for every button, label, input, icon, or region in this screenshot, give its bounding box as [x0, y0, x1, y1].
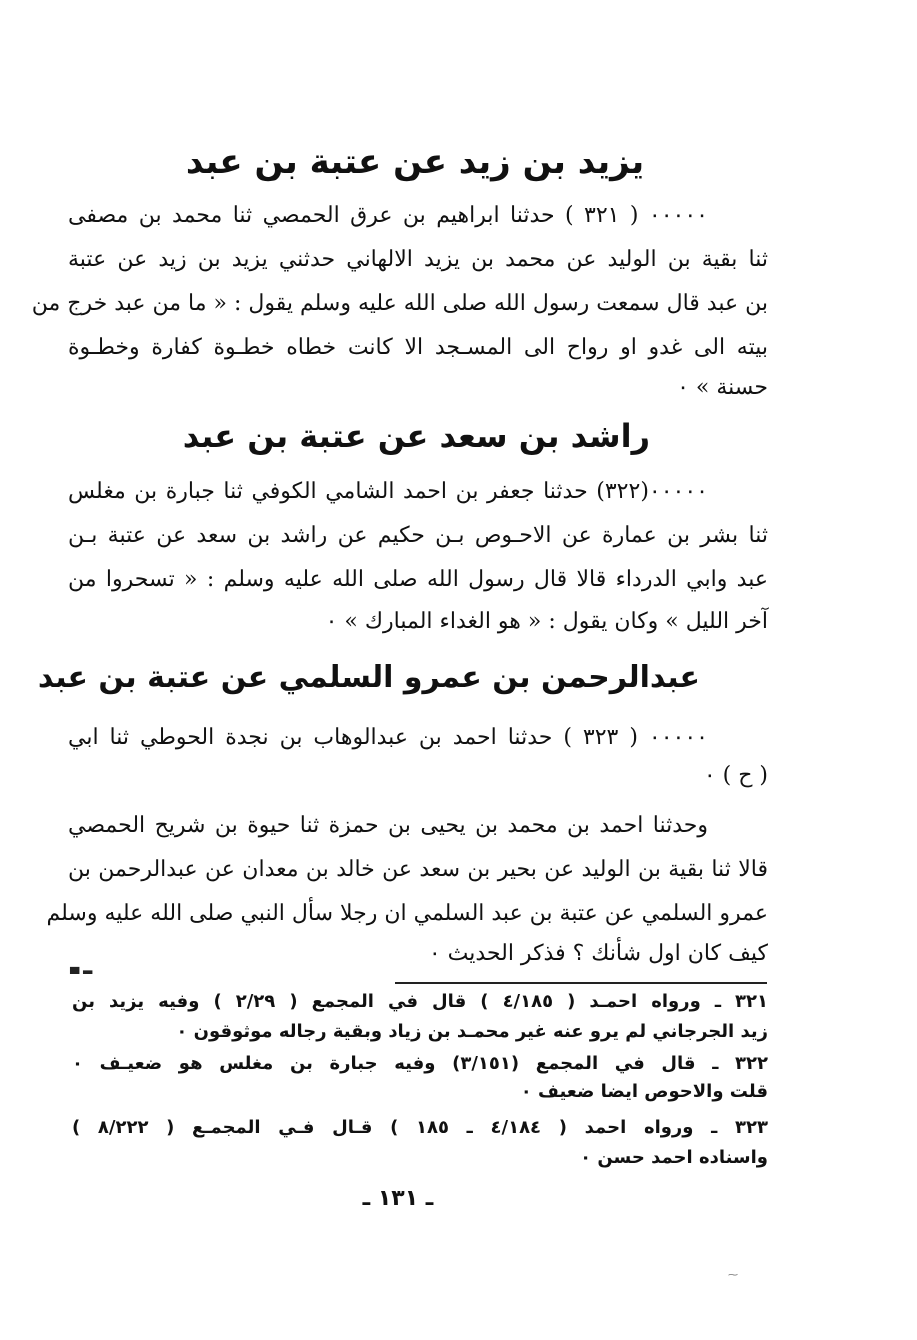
footnote-divider: [395, 982, 767, 984]
hadith-322-line-2: ثنا بشر بن عمارة عن الاحـوص بـن حكيم عن راشد بن سعد عن عتبة بـن: [68, 523, 768, 548]
hadith-323-line-6: كيف كان اول شأنك ؟ فذكر الحديث ٠: [428, 941, 768, 966]
footnote-321-line-2: زيد الجرجاني لم يرو عنه غير محمـد بن زياد وبقية رجاله موثوقون ٠: [176, 1021, 768, 1042]
hadith-322-line-3: عبد وابي الدرداء قالا قال رسول الله صلى الله عليه وسلم : « تسحروا من: [68, 567, 768, 592]
footnote-321-line-1: ٣٢١ ـ ورواه احمـد ( ٤/١٨٥ ) قال في المجمع ( ٢/٢٩ ) وفيه يزيد بن: [72, 991, 768, 1012]
section-heading-abdulrahman: عبدالرحمن بن عمرو السلمي عن عتبة بن عبد: [37, 660, 700, 695]
hadith-323-line-3: وحدثنا احمد بن محمد بن يحيى بن حمزة ثنا حيوة بن شريح الحمصي: [68, 813, 708, 838]
hadith-323-line-4: قالا ثنا بقية بن الوليد عن بحير بن سعد عن خالد بن معدان عن عبدالرحمن بن: [68, 857, 768, 882]
hadith-321-line-2: ثنا بقية بن الوليد عن محمد بن يزيد الالهاني حدثني يزيد بن زيد عن عتبة: [68, 247, 768, 272]
footnote-323-line-1: ٣٢٣ ـ ورواه احمد ( ٤/١٨٤ ـ ١٨٥ ) قـال فـي المجمـع ( ٨/٢٢٢ ): [72, 1117, 768, 1138]
section-heading-yazid: يزيد بن زيد عن عتبة بن عبد: [185, 142, 645, 182]
page-ornament-mark: ▄ ▂: [70, 960, 93, 974]
hadith-323-line-2: ( ح ) ٠: [703, 763, 768, 788]
page-number: ـ ١٣١ ـ: [362, 1186, 434, 1211]
hadith-321-line-3: بن عبد قال سمعت رسول الله صلى الله عليه وسلم يقول : « ما من عبد خرج من: [31, 291, 768, 316]
footnote-322-line-2: قلت والاحوص ايضا ضعيف ٠: [520, 1081, 768, 1102]
footnote-322-line-1: ٣٢٢ ـ قال في المجمع (٣/١٥١) وفيه جبارة بن مغلس هو ضعيـف ٠: [72, 1053, 768, 1074]
hadith-321-line-1: ٠٠٠٠٠ ( ٣٢١ ) حدثنا ابراهيم بن عرق الحمصي ثنا محمد بن مصفى: [68, 203, 708, 228]
hadith-321-line-5: حسنة » ٠: [677, 375, 768, 400]
hadith-322-line-1: ٠٠٠٠٠(٣٢٢) حدثنا جعفر بن احمد الشامي الكوفي ثنا جبارة بن مغلس: [68, 479, 708, 504]
hadith-322-line-4: آخر الليل » وكان يقول : « هو الغداء المبارك » ٠: [325, 609, 768, 634]
scan-smudge: ⁓: [728, 1270, 738, 1281]
section-heading-rashid: راشد بن سعد عن عتبة بن عبد: [182, 417, 650, 455]
hadith-321-line-4: بيته الى غدو او رواح الى المسـجد الا كانت خطاه خطـوة كفارة وخطـوة: [68, 335, 768, 360]
hadith-323-line-5: عمرو السلمي عن عتبة بن عبد السلمي ان رجلا سأل النبي صلى الله عليه وسلم: [46, 901, 768, 926]
footnote-323-line-2: واسناده احمد حسن ٠: [580, 1147, 768, 1168]
hadith-323-line-1: ٠٠٠٠٠ ( ٣٢٣ ) حدثنا احمد بن عبدالوهاب بن نجدة الحوطي ثنا ابي: [68, 725, 708, 750]
